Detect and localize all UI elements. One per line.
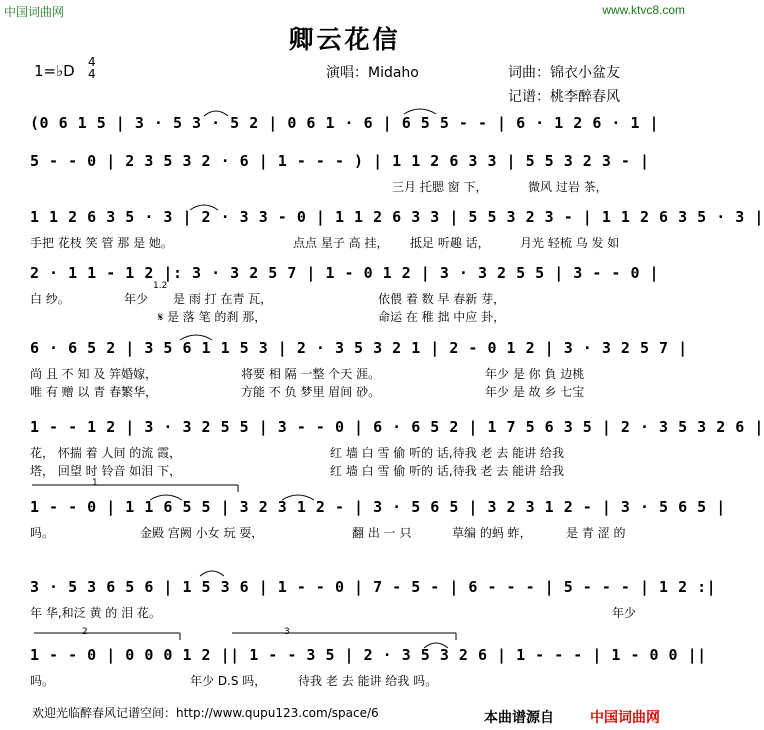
lyric-line: 是 雨 打 在青 瓦， [173,292,273,306]
notation-row: 1 - - 0 | 0 0 0 1 2 || 1 - - 3 5 | 2 · 3 5 3 2 6 | 1 - - - | 1 - 0 0 || [30,646,707,664]
lyric-line: 吗。 [30,526,55,540]
notation-row: 1 1 2 6 3 5 · 3 | 2 · 3 3 - 0 | 1 1 2 6 3 3 | 5 5 3 2 3 - | 1 1 2 6 3 5 · 3 | [30,208,764,226]
slur-5 [150,495,182,500]
transcriber-credit: 记谱：桃李醉春风 [508,89,620,105]
lyric-line: 1.2 [153,281,168,291]
lyric-line-verse2: 方能 不 负 梦里 眉间 砂。 [241,385,381,399]
meter-top: 4 [88,55,96,69]
lyric-line: 微风 过岩 茶， [528,180,608,194]
footer-credit: 欢迎光临醉春风记谱空间：http://www.qupu123.com/space/6 [32,706,379,720]
notation-row: 2 · 1 1 - 1 2 |: 3 · 3 2 5 7 | 1 - 0 1 2 | 3 · 3 2 5 5 | 3 - - 0 | [30,264,660,282]
lyric-line: 年少 [612,606,637,620]
slur-1 [204,111,228,116]
lyric-line: 月光 轻梳 乌 发 如 [520,236,620,250]
composer-credit: 词曲：锦衣小盆友 [508,65,620,81]
notation-row: 1 - - 0 | 1 1 6 5 5 | 3 2 3 1 2 - | 3 · 5 6 5 | 3 2 3 1 2 - | 3 · 5 6 5 | [30,498,726,516]
lyric-line: 金殿 宫阙 小女 玩 耍， [140,526,264,540]
lyric-line: 是 青 涩 的 [566,526,626,540]
watermark-top-right: www.ktvc8.com [602,3,685,17]
notation-row: 5 - - 0 | 2 3 5 3 2 · 6 | 1 - - - ) | 1 1 2 6 3 3 | 5 5 3 2 3 - | [30,152,650,170]
lyric-line: 点点 星子 高 挂， [293,236,389,250]
meter-bottom: 4 [88,67,96,81]
singer-credit: 演唱：Midaho [326,65,419,81]
lyric-line: 年少 是 你 負 边桃 [485,367,585,381]
source-logo-text: 中国词曲网 [590,710,660,726]
volta-3-label: 3 [284,627,290,637]
lyric-line: 尚 且 不 知 及 笄婚嫁， [30,367,158,381]
source-label: 本曲谱源自 [484,710,554,726]
notation-row: (0 6 1 5 | 3 · 5 3 · 5 2 | 0 6 1 · 6 | 6 5 5 - - | 6 · 1 2 6 · 1 | [30,114,660,132]
lyric-line: 年 华,和泛 黄 的 泪 花。 [30,606,161,620]
lyric-line: 将要 相 隔 一整 个天 涯。 [241,367,381,381]
notation-row: 3 · 5 3 6 5 6 | 1 5 3 6 | 1 - - 0 | 7 - 5 - | 6 - - - | 5 - - - | 1 2 :| [30,578,717,596]
watermark-top-left: 中国词曲网 [4,5,65,19]
lyric-line: 三月 托腮 窗 下， [392,180,488,194]
slur-8 [424,643,448,648]
lyric-line-verse2: 𝄋 是 落 笔 的刹 那， [158,310,267,324]
lyric-line-verse2: 红 墙 白 雪 偷 听的 话,待我 老 去 能讲 给我 [330,464,564,478]
volta-1-label: 1 [92,478,98,488]
lyric-line: 红 墙 白 雪 偷 听的 话,待我 老 去 能讲 给我 [330,446,564,460]
lyric-line: 翻 出 一 只 [352,526,412,540]
lyric-line: 花， 怀揣 着 人间 的流 霞， [30,446,182,460]
lyric-line-verse2: 年少 是 故 乡 七宝 [485,385,585,399]
lyric-line: 手把 花枝 笑 管 那 是 她。 [30,236,173,250]
key-signature: 1=♭D [34,62,75,80]
lyric-line: 吗。 [30,674,55,688]
lyric-line: 依偎 着 数 早 春新 芽， [378,292,506,306]
lyric-line: 草编 的蚂 蚱， [452,526,532,540]
lyric-line-verse2: 命运 在 稚 拙 中应 卦， [378,310,506,324]
lyric-line: 年少 D.S 吗， [190,674,267,688]
lyric-line: 待我 老 去 能讲 给我 吗。 [298,674,438,688]
lyric-line-verse2: 塔， 回望 时 铃音 如泪 下， [30,464,182,478]
slur-3 [190,205,218,210]
notation-row: 6 · 6 5 2 | 3 5 6 1 1 5 3 | 2 · 3 5 3 2 1 | 2 - 0 1 2 | 3 · 3 2 5 7 | [30,339,688,357]
notation-row: 1 - - 1 2 | 3 · 3 2 5 5 | 3 - - 0 | 6 · 6 5 2 | 1 7 5 6 3 5 | 2 · 3 5 3 2 6 | [30,418,764,436]
volta-2-label: 2 [82,627,88,637]
lyric-line: 年少 [124,292,149,306]
slur-2 [404,109,436,114]
slur-4 [180,335,212,340]
lyric-line-verse2: 唯 有 赠 以 青 春繁华， [30,385,158,399]
slur-6 [282,495,314,500]
lyric-line: 抵足 听趣 话， [410,236,490,250]
slur-7 [200,571,224,576]
lyric-line: 白 纱。 [30,292,70,306]
song-title: 卿云花信 [288,25,401,54]
